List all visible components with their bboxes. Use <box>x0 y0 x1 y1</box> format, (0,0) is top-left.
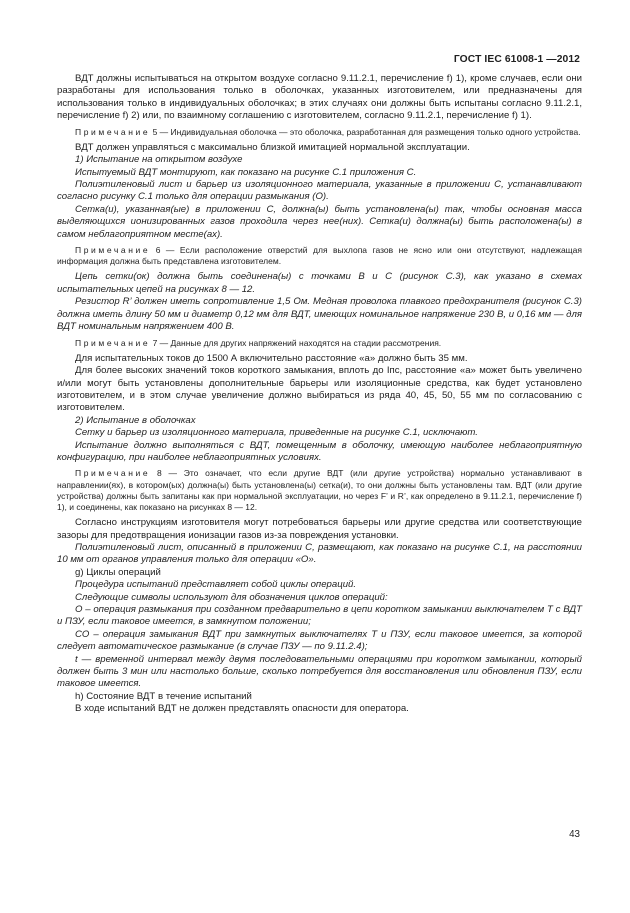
paragraph-polyethylene-sheet: Полиэтиленовый лист и барьер из изоляционного материала, указанные в приложении C, устанавливают согласно рисунку C.1 только для операции размыкания (O). <box>57 179 582 203</box>
paragraph-grid-placement: Сетка(и), указанная(ые) в приложении C, должна(ы) быть установлена(ы) так, чтобы основная масса выделяющихся ионизированных газов проходила через нее(них). Сетка(и) должна(ы) быть расположена(ы) в самом неблагоприятном месте(ах). <box>57 203 582 240</box>
paragraph-procedure: Процедура испытаний представляет собой циклы операций. <box>75 579 357 591</box>
note-7 <box>57 338 582 349</box>
paragraph-polyethylene-10mm: Полиэтиленовый лист, описанный в приложении C, размещают, как показано на рисунке C.1, на расстоянии 10 мм от органов управления только для операции «O». <box>57 542 582 566</box>
paragraph-outdoor-test-requirement: ВДТ должны испытываться на открытом воздухе согласно 9.11.2.1, перечисление f) 1), кроме случаев, если они разработаны для использования только в оболочках, указанных изготовителем, или предназначены для использования только в индивидуальных оболочках; в этих случаях они должны быть испытаны согласно 9.11.2.1, перечисление f) 2) или, по взаимному соглашению с изготовителем, согласно 9.11.2.1, перечисление f) 1). <box>57 73 582 122</box>
note-6 <box>57 245 582 267</box>
paragraph-resistor: Резистор R’ должен иметь сопротивление 1,5 Ом. Медная проволока плавкого предохранителя (рисунок C.3) должна иметь длину 50 мм и диаметр 0,12 мм для ВДТ, имеющих номинальное напряжение 230 В, и 0,16 мм — для ВДТ номинальным напряжением 400 В. <box>57 296 582 333</box>
paragraph-worst-configuration: Испытание должно выполняться с ВДТ, помещенным в оболочку, имеющую наиболее неблагоприятную конфигурацию, при наиболее неблагоприятных условиях. <box>57 439 582 463</box>
paragraph-higher-currents: Для более высоких значений токов короткого замыкания, вплоть до Iпс, расстояние «a» может быть увеличено и/или могут быть установлены дополнительные барьеры или изоляционные средства, как будет установлено изготовителем, и в этом случае увеличение должно выбираться из ряда 40, 45, 50, 55 мм по согласованию с изготовителем. <box>57 365 582 414</box>
paragraph-symbol-co: CO – операция замыкания ВДТ при замкнутых выключателях T и ПЗУ, если таковое имеется, за которой следует автоматическое размыкание (в случае ПЗУ — по 9.11.2.4); <box>57 628 582 653</box>
paragraph-grid-circuit: Цепь сетки(ок) должна быть соединена(ы) с точками B и C (рисунок C.3), как указано в схемах испытательных цепей на рисунках 8 — 12. <box>57 271 582 295</box>
document-body <box>57 73 582 716</box>
note-label: Примечание <box>75 245 151 256</box>
note-8 <box>57 468 582 513</box>
heading-rcd-state: h) Состояние ВДТ в течение испытаний <box>75 690 252 702</box>
note-text: 8 — Это означает, что если другие ВДТ (или другие устройства) нормально устанавливают в направлении(ях), в котором(ых) должна(ы) быть установлена(ы) сетка(и), то они должны быть установлены там. ВДТ (или другие устройства) должны быть запитаны как при нормальной эксплуатации, но через F’ и R’, как определено в 9.11.2.1, перечисление f) 1), и соединены, как показано на рисунках 8 — 12. <box>57 468 582 512</box>
paragraph-grid-excluded: Сетку и барьер из изоляционного материала, приведенные на рисунке C.1, исключают. <box>75 427 478 439</box>
paragraph-symbols: Следующие символы используют для обозначения циклов операций: <box>75 591 388 603</box>
page-number: 43 <box>569 829 580 840</box>
paragraph-distance-1500a: Для испытательных токов до 1500 А включительно расстояние «a» должно быть 35 мм. <box>75 352 468 364</box>
note-5 <box>57 127 582 138</box>
paragraph-operator-safety: В ходе испытаний ВДТ не должен представлять опасности для оператора. <box>75 703 409 715</box>
paragraph-barriers: Согласно инструкциям изготовителя могут потребоваться барьеры или другие средства или соответствующие зазоры для предотвращения ионизации газов из-за повреждения установки. <box>57 517 582 541</box>
heading-operation-cycles: g) Циклы операций <box>75 566 161 578</box>
heading-outdoor-test: 1) Испытание на открытом воздухе <box>75 154 243 166</box>
note-text: 6 — Если расположение отверстий для выхлопа газов не ясно или они отсутствуют, надлежащая информация должна быть представлена изготовителем. <box>57 245 582 267</box>
paragraph-mounting: Испытуемый ВДТ монтируют, как показано на рисунке C.1 приложения C. <box>75 166 417 178</box>
note-label: Примечание <box>75 468 151 479</box>
paragraph-symbol-t: t — временной интервал между двумя последовательными операциями при коротком замыкании, который должен быть 3 мин или настолько больше, сколько потребуется для восстановления или обновления ПЗУ, если таковое имеется. <box>57 653 582 690</box>
note-text: 5 — Индивидуальная оболочка — это оболочка, разработанная для размещения только одного устройства. <box>150 126 581 137</box>
paragraph-normal-operation: ВДТ должен управляться с максимально близкой имитацией нормальной эксплуатации. <box>75 141 470 153</box>
standard-header: ГОСТ IEC 61008-1 —2012 <box>453 54 580 65</box>
note-text: 7 — Данные для других напряжений находятся на стадии рассмотрения. <box>150 337 442 348</box>
note-label: Примечание <box>75 337 151 348</box>
heading-enclosure-test: 2) Испытание в оболочках <box>75 414 196 426</box>
note-label: Примечание <box>75 126 151 137</box>
paragraph-symbol-o: O – операция размыкания при созданном предварительно в цепи коротком замыкании выключателем T с ВДТ и ПЗУ, если таковое имеется, в замкнутом положении; <box>57 604 582 628</box>
